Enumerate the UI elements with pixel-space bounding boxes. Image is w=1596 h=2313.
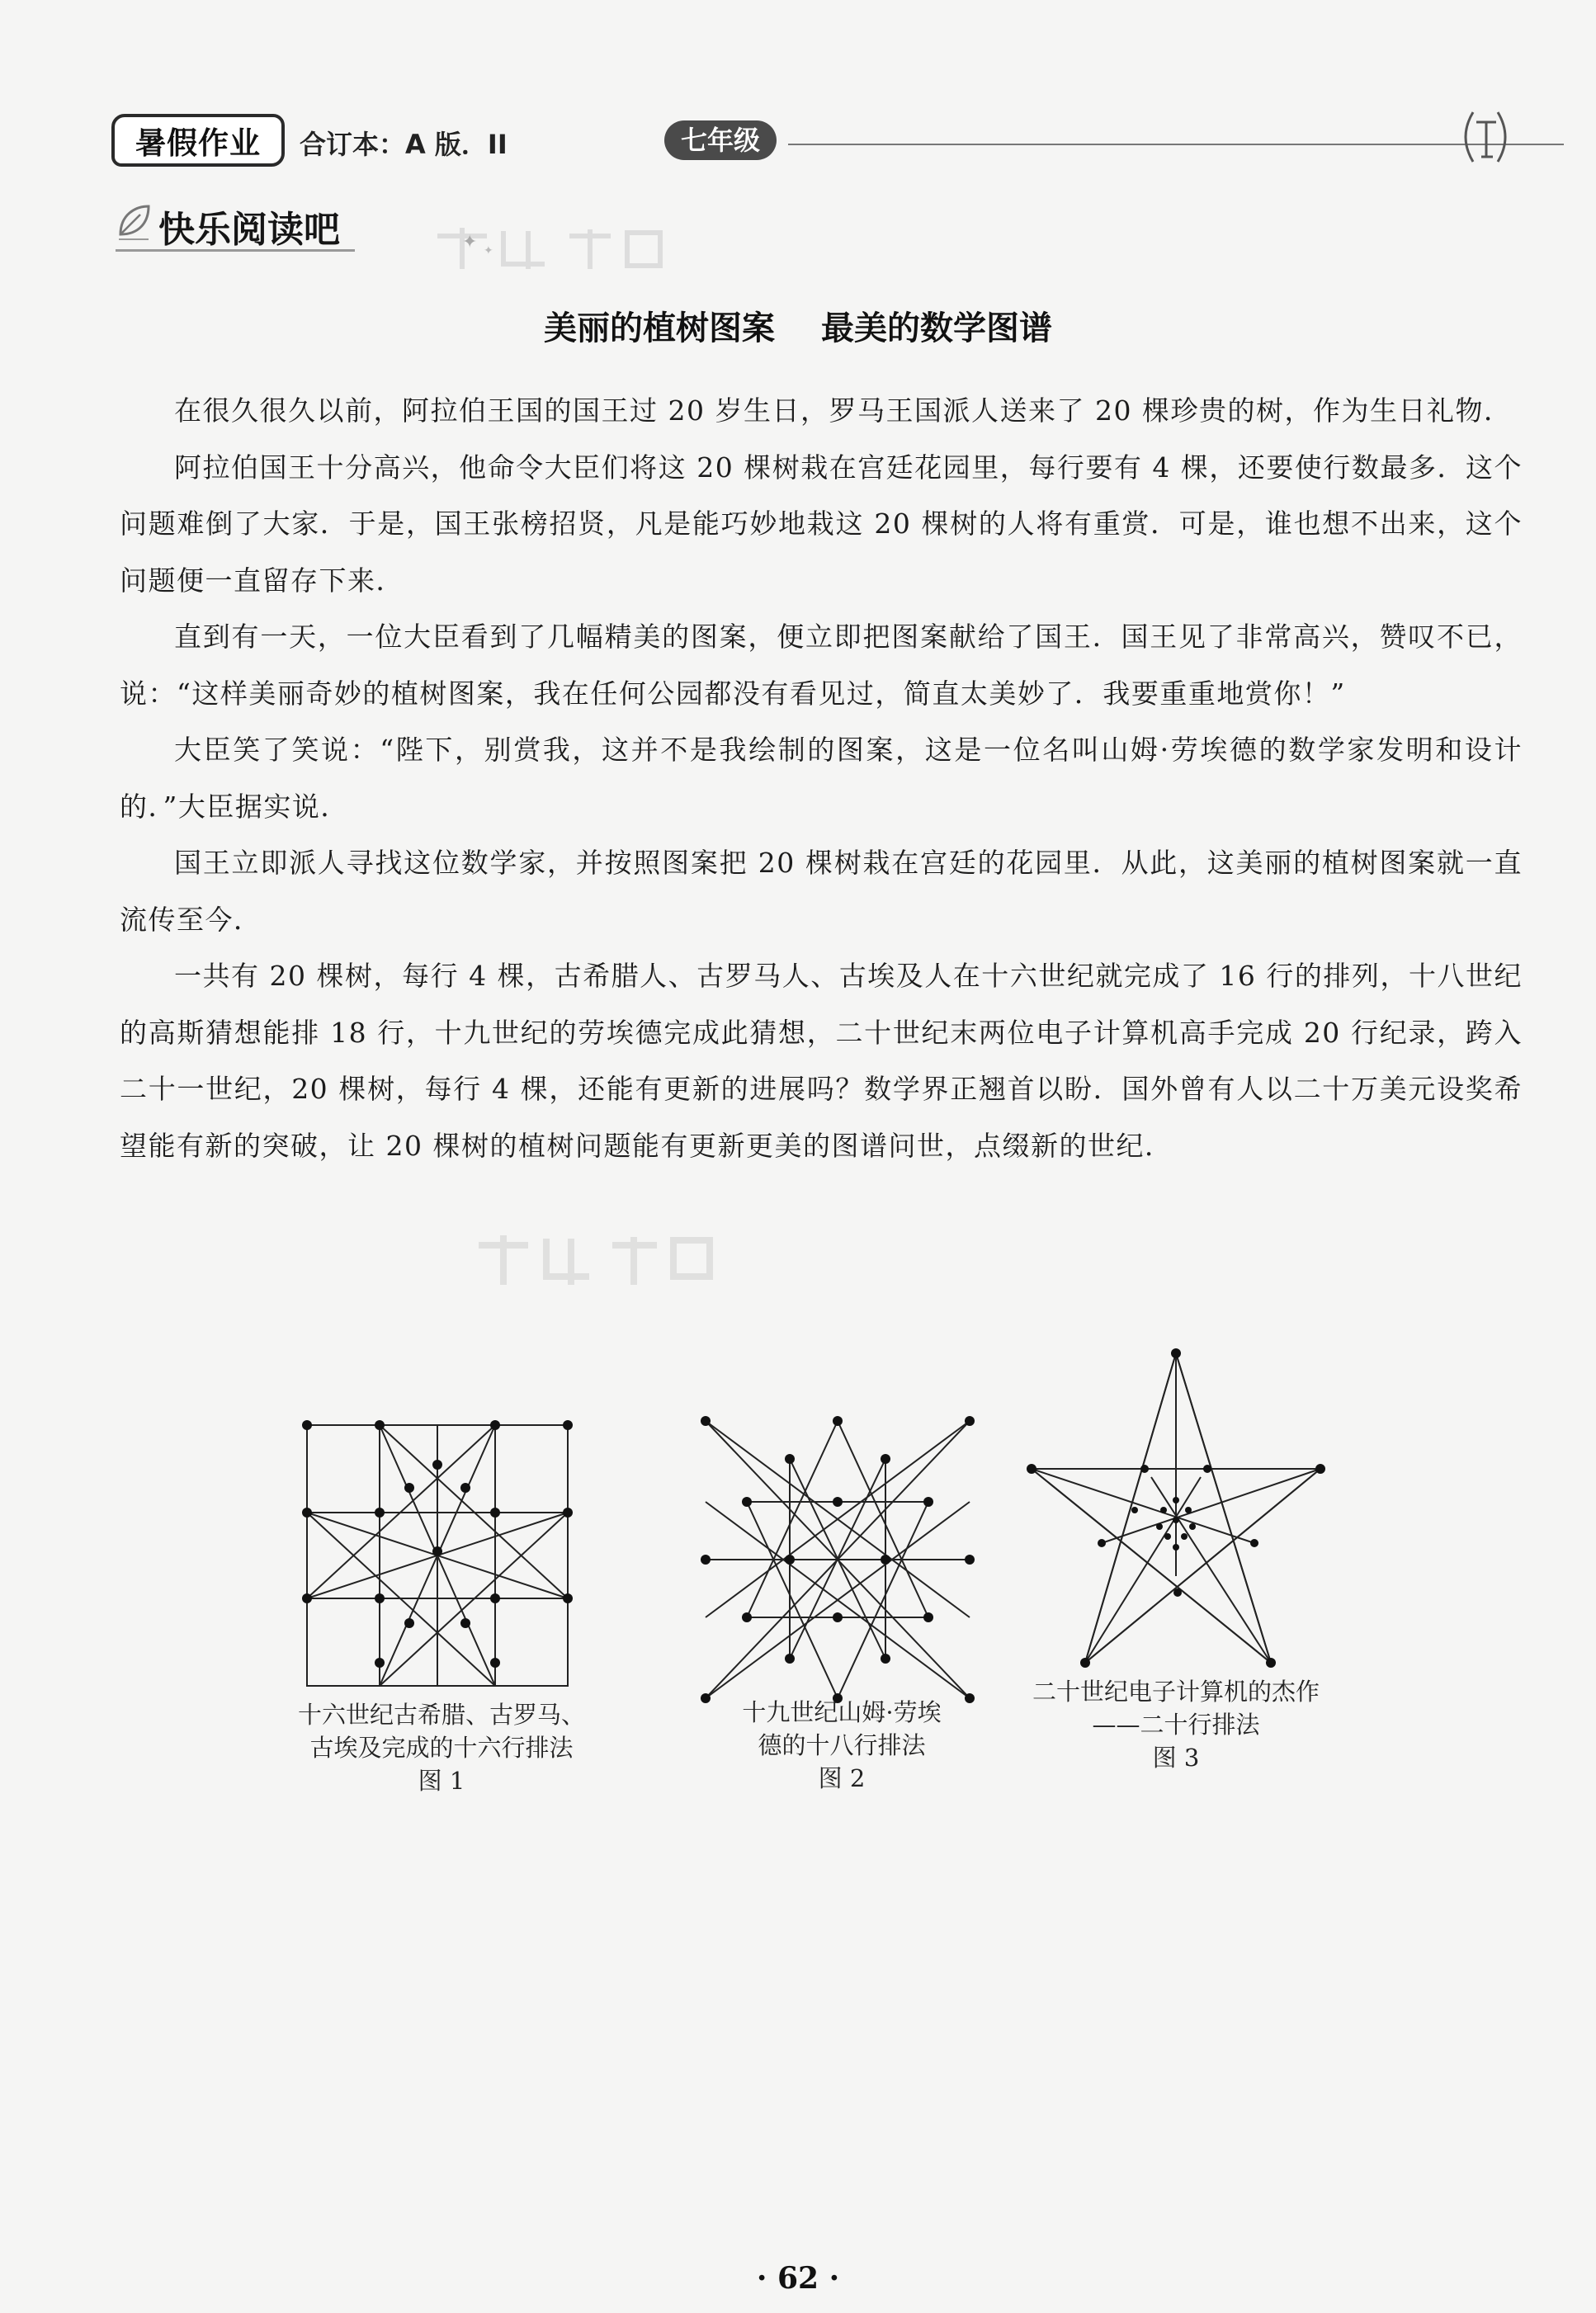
paragraph: 国王立即派人寻找这位数学家，并按照图案把 20 棵树栽在宫廷的花园里．从此，这美丽的植树图案就一直流传至今．	[120, 847, 1523, 936]
grade-badge: 七年级	[664, 120, 777, 160]
page-header	[111, 114, 1514, 172]
figure-2-diagram	[697, 1411, 978, 1708]
leaf-icon	[116, 201, 153, 243]
figure-2-caption: 十九世纪山姆·劳埃 德的十八行排法 图 2	[742, 1698, 942, 1792]
svg-text:✦: ✦	[462, 232, 478, 253]
header-rule	[788, 144, 1564, 145]
paragraph: 大臣笑了笑说：“陛下，别赏我，这并不是我绘制的图案，这是一位名叫山姆·劳埃德的数学家发明和设计的．”大臣据实说．	[120, 734, 1523, 823]
figure-1-caption: 十六世纪古希腊、古罗马、 古埃及完成的十六行排法 图 1	[297, 1701, 585, 1795]
article-title: 美丽的植树图案 最美的数学图谱	[544, 309, 1052, 347]
article-body	[120, 383, 1523, 1174]
figure-3-diagram	[1023, 1345, 1345, 1675]
header-deco-icon	[1457, 104, 1514, 170]
paragraph: 直到有一天，一位大臣看到了几幅精美的图案，便立即把图案献给了国王．国王见了非常高兴，赞叹不已，说：“这样美丽奇妙的植树图案，我在任何公园都没有看见过，简直太美妙了．我要重重地赏你！”	[120, 621, 1523, 710]
section-underline	[116, 249, 355, 252]
page-number: · 62 ·	[756, 2261, 840, 2296]
edition-label: 合订本：A 版．II	[300, 129, 508, 160]
watermark-graphic-mid	[470, 1225, 718, 1291]
paragraph: 一共有 20 棵树，每行 4 棵，古希腊人、古罗马人、古埃及人在十六世纪就完成了 16 行的排列，十八世纪的高斯猜想能排 18 行，十九世纪的劳埃德完成此猜想，二十世纪末两位电子计算机高手完成 20 行纪录，跨入二十一世纪，20 棵树，每行 4 棵，还能有更新的进展吗？数学界正翘首以盼．国外曾有人以二十万美元设奖希望能有新的突破，让 20 棵树的植树问题能有更新更美的图谱问世，点缀新的世纪．	[120, 960, 1523, 1162]
brand-logo: 暑假作业	[111, 114, 285, 167]
figure-1-diagram	[297, 1415, 578, 1696]
paragraph: 阿拉伯国王十分高兴，他命令大臣们将这 20 棵树栽在宫廷花园里，每行要有 4 棵，还要使行数最多．这个问题难倒了大家．于是，国王张榜招贤，凡是能巧妙地栽这 20 棵树的人将有重赏．可是，谁也想不出来，这个问题便一直留存下来．	[120, 451, 1523, 597]
paragraph: 在很久很久以前，阿拉伯王国的国王过 20 岁生日，罗马王国派人送来了 20 棵珍贵的树，作为生日礼物．	[174, 394, 1513, 427]
figure-3-caption: 二十世纪电子计算机的杰作 ——二十行排法 图 3	[1032, 1678, 1320, 1772]
section-label: 快乐阅读吧 ✦ ✦	[116, 196, 396, 249]
svg-text:✦: ✦	[484, 244, 493, 257]
watermark-graphic-top	[429, 219, 668, 277]
